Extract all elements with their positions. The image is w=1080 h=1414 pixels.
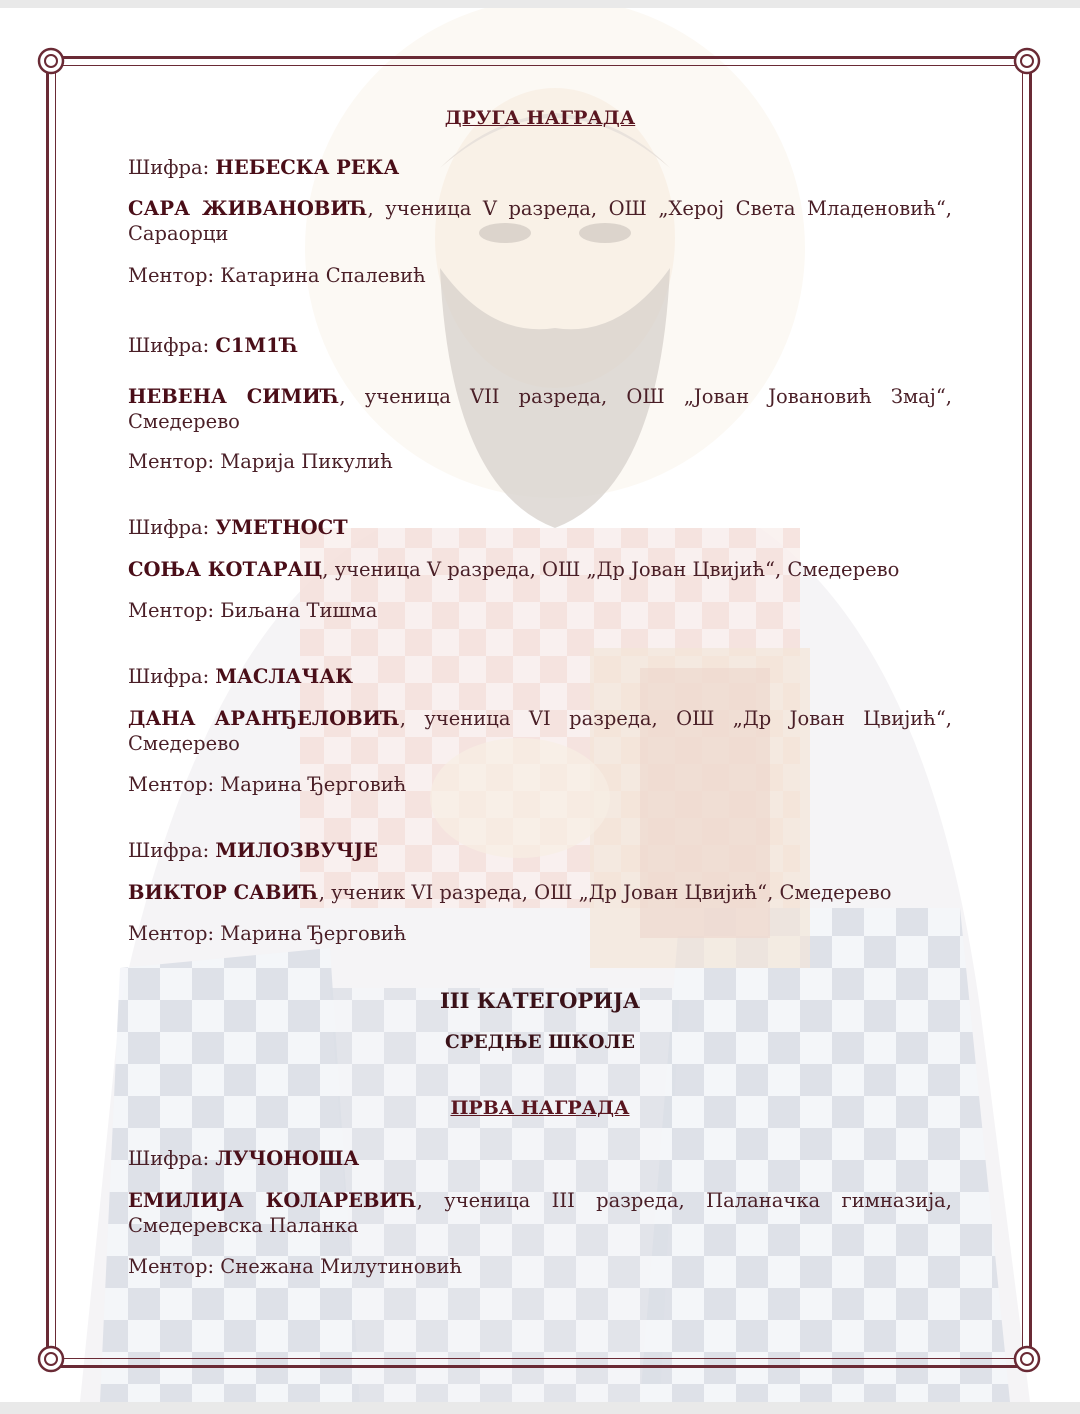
code-label: Шифра: [128, 665, 210, 688]
entry-student [128, 880, 952, 905]
corner-ornament-icon [1012, 46, 1042, 76]
entry-mentor: Ментор: Марина Ђерговић [128, 773, 407, 796]
entry-student [128, 557, 952, 582]
entry-mentor: Ментор: Катарина Спалевић [128, 264, 426, 287]
student-details: , ученица VII разреда, ОШ „Јован Јовановић Змај“, Смедерево [128, 385, 952, 433]
entry-mentor: Ментор: Марина Ђерговић [128, 922, 407, 945]
entry-mentor: Ментор: Биљана Тишма [128, 599, 378, 622]
student-name: ДАНА АРАНЂЕЛОВИЋ [128, 707, 400, 730]
corner-ornament-icon [1012, 1344, 1042, 1374]
student-details: , ученица V разреда, ОШ „Др Јован Цвијић“, Смедерево [322, 558, 900, 581]
student-name: ВИКТОР САВИЋ [128, 881, 319, 904]
student-details: , ученик VI разреда, ОШ „Др Јован Цвијић“, Смедерево [318, 881, 892, 904]
entry-code [128, 515, 952, 540]
document-page [0, 8, 1080, 1402]
entry-code [128, 1146, 952, 1171]
entry-student [128, 384, 952, 434]
student-name: НЕВЕНА СИМИЋ [128, 385, 340, 408]
entry-mentor: Ментор: Снежана Милутиновић [128, 1255, 463, 1278]
student-details: , ученица III разреда, Паланачка гимназија, Смедеревска Паланка [128, 1189, 952, 1237]
code-value: ЛУЧОНОША [215, 1147, 360, 1170]
code-label: Шифра: [128, 1147, 210, 1170]
category-subtitle: СРЕДЊЕ ШКОЛЕ [445, 1032, 635, 1053]
code-value: С1М1Ћ [215, 334, 299, 357]
entry-code [128, 838, 952, 863]
corner-ornament-icon [36, 46, 66, 76]
code-value: НЕБЕСКА РЕКА [215, 156, 400, 179]
entry-student [128, 196, 952, 246]
student-details: , ученица V разреда, ОШ „Херој Света Младеновић“, Сараорци [128, 197, 952, 245]
category-title: III КАТЕГОРИЈА [439, 988, 641, 1013]
code-label: Шифра: [128, 156, 210, 179]
award-heading: ДРУГА НАГРАДА [444, 107, 636, 129]
code-value: МАСЛАЧАК [215, 665, 353, 688]
entry-code [128, 333, 952, 358]
award-heading: ПРВА НАГРАДА [450, 1097, 630, 1119]
corner-ornament-icon [36, 1344, 66, 1374]
code-value: УМЕТНОСТ [215, 516, 348, 539]
student-name: ЕМИЛИЈА КОЛАРЕВИЋ [128, 1189, 417, 1212]
entry-student [128, 1188, 952, 1238]
entry-mentor: Ментор: Марија Пикулић [128, 450, 393, 473]
student-name: СОЊА КОТАРАЦ [128, 558, 323, 581]
code-label: Шифра: [128, 839, 210, 862]
code-value: МИЛОЗВУЧЈЕ [215, 839, 378, 862]
entry-student [128, 706, 952, 756]
entry-code [128, 155, 952, 180]
code-label: Шифра: [128, 516, 210, 539]
student-name: САРА ЖИВАНОВИЋ [128, 197, 368, 220]
student-details: , ученица VI разреда, ОШ „Др Јован Цвијић“, Смедерево [128, 707, 952, 755]
code-label: Шифра: [128, 334, 210, 357]
entry-code [128, 664, 952, 689]
